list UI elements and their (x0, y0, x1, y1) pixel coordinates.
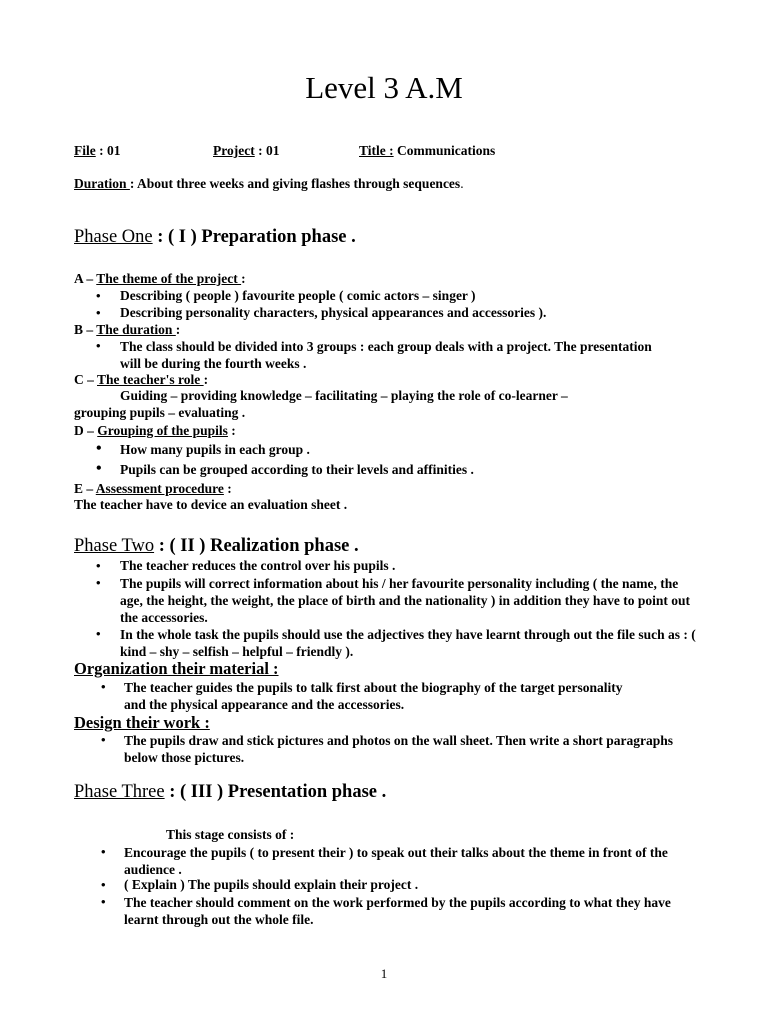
phase-two-rest: : ( II ) Realization phase . (154, 536, 359, 556)
phase-three-intro: This stage consists of : (166, 827, 295, 842)
phase-three-rest: : ( III ) Presentation phase . (164, 782, 387, 802)
design-heading: Design their work : (74, 713, 210, 732)
duration-label: Duration (74, 176, 130, 191)
phase-two-heading (74, 536, 359, 557)
list-item: The pupils draw and stick pictures and photos on the wall sheet. Then write a short paragraphs below those pictures. (124, 733, 673, 765)
section-e-heading (74, 481, 232, 497)
list-item: The teacher reduces the control over his pupils . (120, 558, 396, 573)
bullet-icon: • (96, 460, 102, 477)
bullet-icon: • (96, 305, 101, 320)
section-d-prefix: D – (74, 423, 98, 438)
section-c-label: The teacher's role (97, 372, 204, 387)
file-label: File (74, 143, 96, 158)
bullet-icon: • (96, 440, 102, 457)
section-d-heading (74, 423, 236, 439)
list-item: Pupils can be grouped according to their levels and affinities . (120, 462, 474, 477)
title-field (359, 143, 495, 159)
section-a-prefix: A – (74, 271, 97, 286)
list-item: The teacher guides the pupils to talk first about the biography of the target personality and the physical appearance and the accessories. (124, 680, 623, 712)
bullet-icon: • (96, 338, 101, 353)
teacher-role-line-1: Guiding – providing knowledge – facilitating – playing the role of co-learner – (120, 388, 568, 403)
list-item: The class should be divided into 3 groups : each group deals with a project. The presentation will be during the fourth weeks . (120, 339, 652, 371)
section-a-label: The theme of the project (96, 271, 242, 286)
section-e-prefix: E – (74, 481, 96, 496)
page-number: 1 (380, 966, 388, 981)
bullet-icon: • (101, 679, 106, 694)
list-item: ( Explain ) The pupils should explain their project . (124, 877, 419, 892)
bullet-icon: • (96, 626, 101, 641)
bullet-icon: • (96, 558, 101, 573)
list-item: How many pupils in each group . (120, 442, 310, 457)
phase-one-rest: : ( I ) Preparation phase . (152, 227, 356, 247)
title-value: Communications (393, 143, 496, 158)
bullet-icon: • (96, 288, 101, 303)
section-e-label: Assessment procedure (95, 481, 224, 496)
teacher-role-line-2: grouping pupils – evaluating . (74, 405, 246, 420)
section-b-prefix: B – (74, 322, 97, 337)
section-b-colon: : (175, 322, 181, 337)
bullet-icon: • (101, 894, 106, 909)
assessment-text: The teacher have to device an evaluation sheet . (74, 497, 348, 512)
section-d-colon: : (227, 423, 236, 438)
list-item: Describing personality characters, physical appearances and accessories ). (120, 305, 547, 320)
duration-end: . (460, 176, 464, 191)
phase-one-heading (74, 227, 356, 248)
file-value: : 01 (95, 143, 121, 158)
phase-three-label: Phase Three (74, 782, 165, 802)
project-label: Project (213, 143, 255, 158)
list-item: The teacher should comment on the work performed by the pupils according to what they have learnt through out the whole file. (124, 895, 671, 927)
section-c-prefix: C – (74, 372, 98, 387)
duration-field (74, 176, 464, 192)
list-item: The pupils will correct information about his / her favourite personality including ( the name, the age, the height, the weight, the place of birth and the nationality ) in addition they have to point out the accessories. (120, 576, 691, 625)
section-b-label: The duration (96, 322, 176, 337)
phase-two-label: Phase Two (74, 536, 155, 556)
section-c-colon: : (203, 372, 209, 387)
project-value: : 01 (254, 143, 280, 158)
title-label: Title : (359, 143, 394, 158)
section-a-heading (74, 271, 246, 287)
section-b-heading (74, 322, 180, 338)
phase-one-label: Phase One (74, 227, 153, 247)
bullet-icon: • (101, 877, 106, 892)
list-item: Encourage the pupils ( to present their ) to speak out their talks about the theme in front of the audience . (124, 845, 668, 877)
bullet-icon: • (96, 575, 101, 590)
bullet-icon: • (101, 844, 106, 859)
section-c-heading (74, 372, 208, 388)
organization-heading: Organization their material : (74, 659, 279, 678)
page-title: Level 3 A.M (305, 70, 463, 105)
section-e-colon: : (223, 481, 232, 496)
bullet-icon: • (101, 732, 106, 747)
section-a-colon: : (241, 271, 246, 286)
file-field (74, 143, 121, 159)
duration-value: : About three weeks and giving flashes through sequences (129, 176, 461, 191)
project-field (213, 143, 279, 159)
phase-three-heading (74, 782, 386, 803)
list-item: Describing ( people ) favourite people ( comic actors – singer ) (120, 288, 476, 303)
list-item: In the whole task the pupils should use the adjectives they have learnt through out the file such as : ( kind – shy – selfish – helpful – friendly ). (120, 627, 696, 659)
section-d-label: Grouping of the pupils (97, 423, 228, 438)
